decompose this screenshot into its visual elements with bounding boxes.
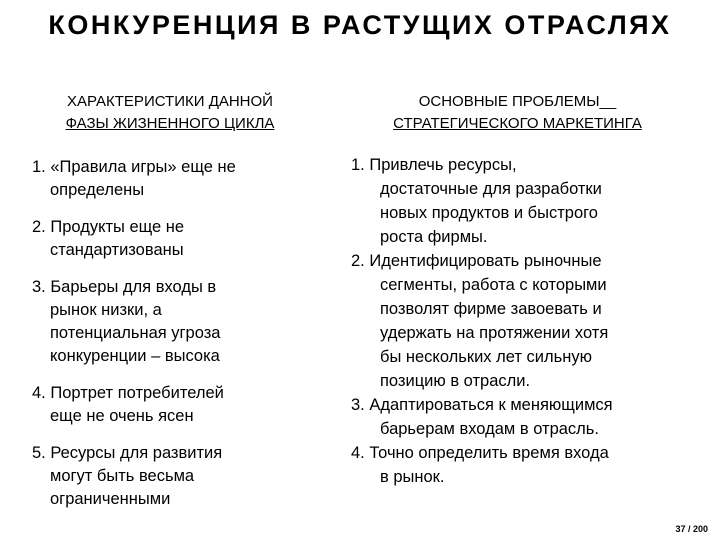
problem-item-line: роста фирмы. bbox=[380, 228, 488, 246]
marketing-problems-list bbox=[351, 153, 706, 489]
problem-item-line: барьерам входам в отрасль. bbox=[380, 420, 599, 438]
left-header-line-2: ФАЗЫ ЖИЗНЕННОГО ЦИКЛА bbox=[65, 115, 275, 132]
characteristic-item bbox=[32, 442, 332, 511]
problem-item-line: достаточные для разработки bbox=[380, 180, 602, 198]
problem-item-line: позицию в отрасли. bbox=[380, 372, 531, 390]
problem-item-line: в рынок. bbox=[380, 468, 445, 486]
right-header-line-1: ОСНОВНЫЕ ПРОБЛЕМЫ__ bbox=[418, 93, 617, 110]
characteristic-item bbox=[32, 382, 332, 428]
characteristic-item-line: 1. «Правила игры» еще не bbox=[32, 158, 236, 176]
right-header-line-2: СТРАТЕГИЧЕСКОГО МАРКЕТИНГА bbox=[393, 115, 642, 132]
right-column-header bbox=[340, 91, 695, 135]
characteristic-item-line: еще не очень ясен bbox=[50, 407, 194, 425]
characteristic-item-line: 4. Портрет потребителей bbox=[32, 384, 224, 402]
characteristic-item-line: стандартизованы bbox=[50, 241, 184, 259]
problem-item-line: бы нескольких лет сильную bbox=[380, 348, 592, 366]
characteristics-list bbox=[32, 156, 332, 525]
problem-item-line: 2. Идентифицировать рыночные bbox=[351, 252, 602, 270]
problem-item bbox=[351, 249, 706, 393]
slide-number: 37 / 200 bbox=[675, 524, 708, 534]
problem-item-line: новых продуктов и быстрого bbox=[380, 204, 598, 222]
left-column-header bbox=[20, 91, 320, 135]
problem-item bbox=[351, 393, 706, 441]
characteristic-item-line: конкуренции – высока bbox=[50, 347, 220, 365]
characteristic-item-line: определены bbox=[50, 181, 145, 199]
characteristic-item-line: ограниченными bbox=[50, 490, 171, 508]
left-header-line-1: ХАРАКТЕРИСТИКИ ДАННОЙ bbox=[67, 93, 273, 110]
problem-item bbox=[351, 441, 706, 489]
problem-item-line: 4. Точно определить время входа bbox=[351, 444, 609, 462]
problem-item-line: 1. Привлечь ресурсы, bbox=[351, 156, 517, 174]
characteristic-item bbox=[32, 156, 332, 202]
slide-title: КОНКУРЕНЦИЯ В РАСТУЩИХ ОТРАСЛЯХ bbox=[48, 10, 672, 40]
problem-item-line: сегменты, работа с которыми bbox=[380, 276, 607, 294]
problem-item bbox=[351, 153, 706, 249]
characteristic-item-line: рынок низки, а bbox=[50, 301, 162, 319]
characteristic-item-line: потенциальная угроза bbox=[50, 324, 221, 342]
characteristic-item-line: 2. Продукты еще не bbox=[32, 218, 185, 236]
characteristic-item bbox=[32, 216, 332, 262]
characteristic-item bbox=[32, 276, 332, 368]
characteristic-item-line: 3. Барьеры для входы в bbox=[32, 278, 217, 296]
problem-item-line: 3. Адаптироваться к меняющимся bbox=[351, 396, 613, 414]
problem-item-line: удержать на протяжении хотя bbox=[380, 324, 609, 342]
characteristic-item-line: могут быть весьма bbox=[50, 467, 195, 485]
problem-item-line: позволят фирме завоевать и bbox=[380, 300, 602, 318]
characteristic-item-line: 5. Ресурсы для развития bbox=[32, 444, 223, 462]
